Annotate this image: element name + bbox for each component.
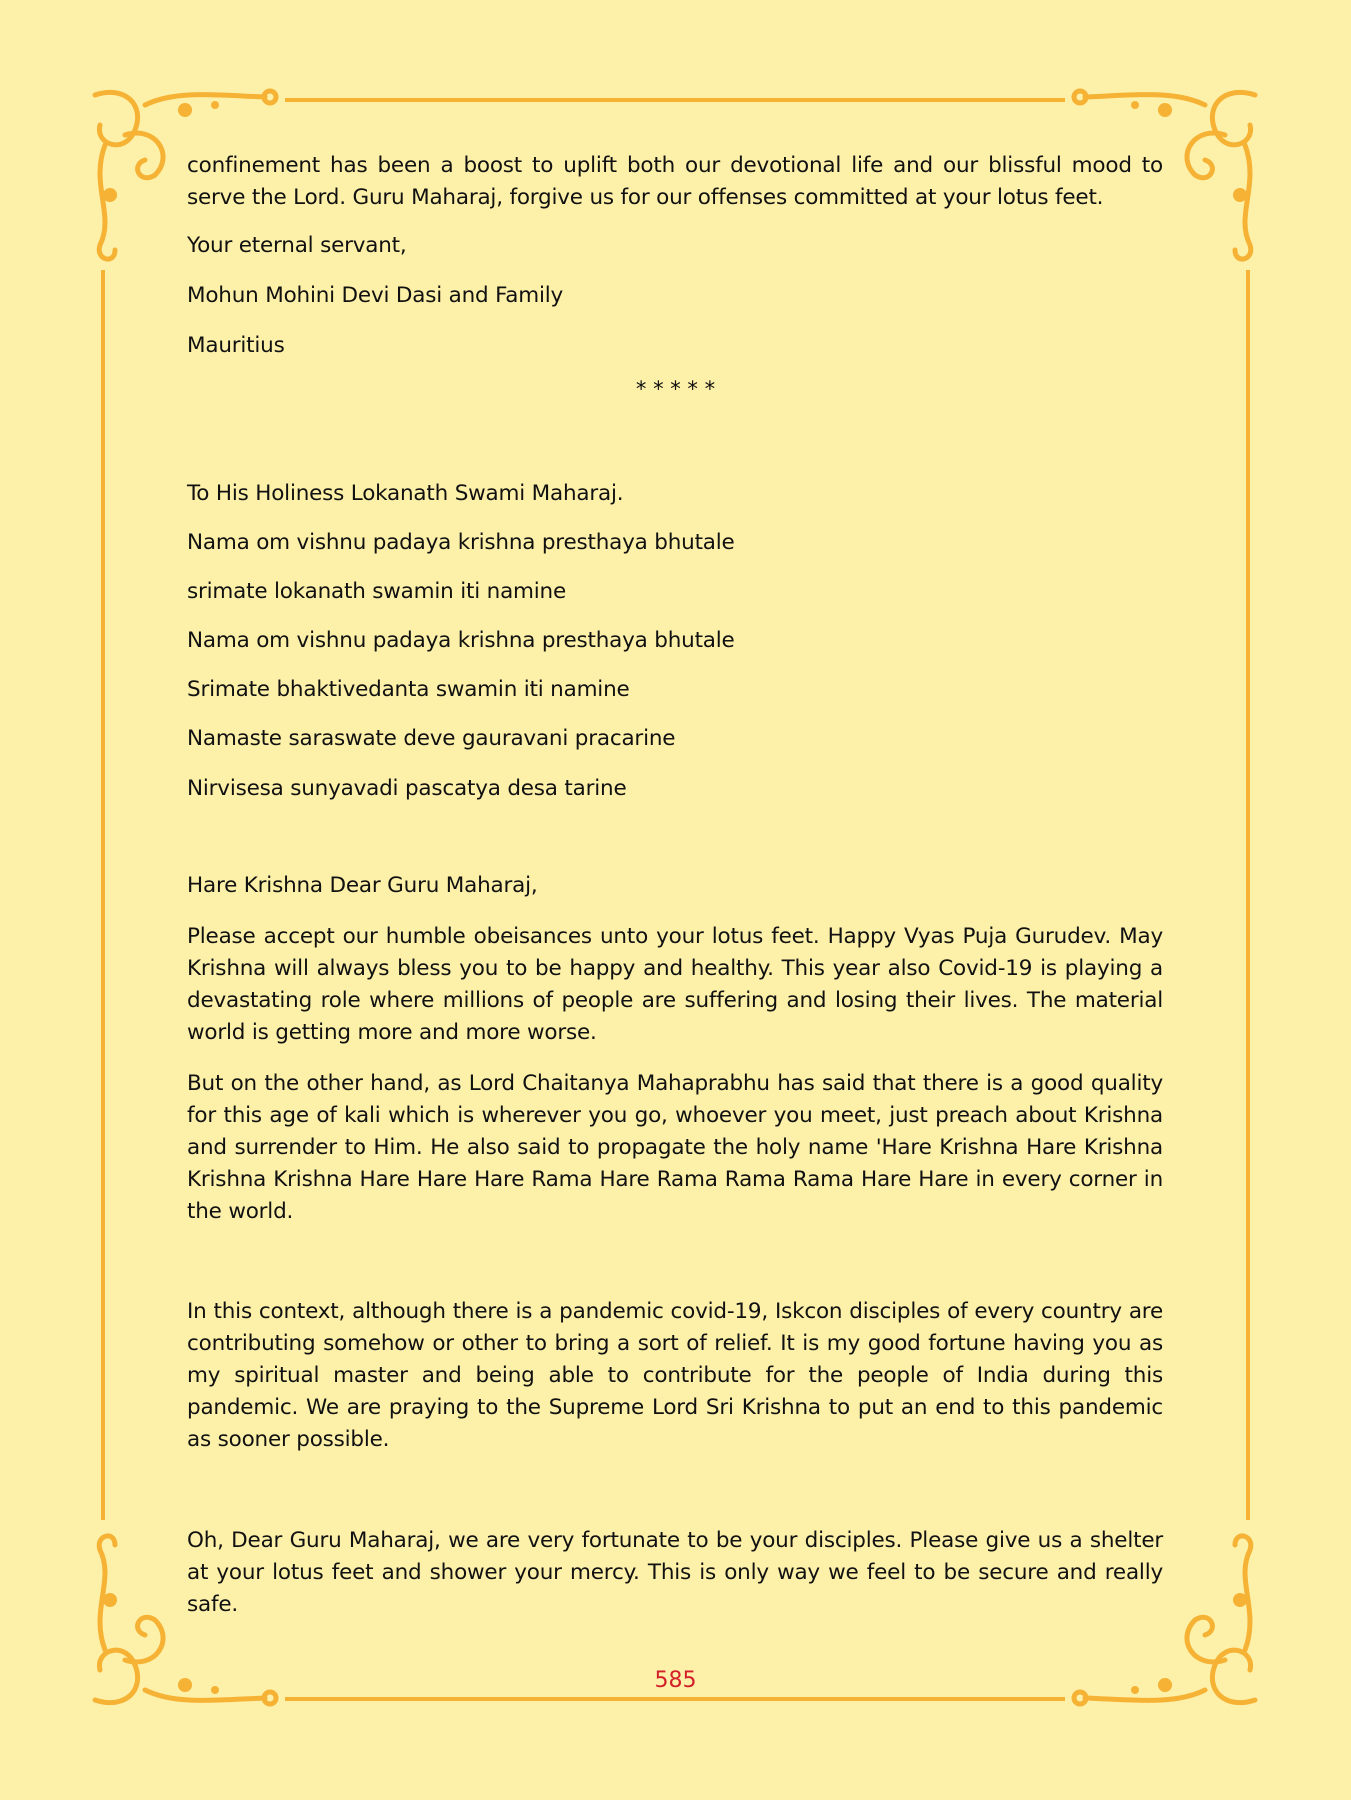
author-location: Mauritius	[187, 333, 285, 358]
page-number: 585	[654, 1668, 697, 1693]
signoff: Your eternal servant,	[187, 233, 407, 258]
border-left	[101, 270, 105, 1520]
body-paragraph: In this context, although there is a pandemic covid-19, Iskcon disciples of every country are contributing somehow or other to bring a sort of relief. It is my good fortune having you as my spiritual master and being able to contribute for the people of India during this pandemic. We are praying to the Supreme Lord Sri Krishna to put an end to this pandemic as sooner possible.	[187, 1299, 1163, 1452]
prayer-line: Namaste saraswate deve gauravani pracarine	[187, 726, 676, 751]
prayer-line: Srimate bhaktivedanta swamin iti namine	[187, 677, 630, 702]
closing-paragraph: confinement has been a boost to uplift both our devotional life and our blissful mood to serve the Lord. Guru Maharaj, forgive us for our offenses committed at your lotus feet.	[187, 153, 1163, 210]
address-line: To His Holiness Lokanath Swami Maharaj.	[187, 481, 624, 506]
prayer-line: Nama om vishnu padaya krishna presthaya bhutale	[187, 530, 735, 555]
border-top	[285, 98, 1065, 102]
body-paragraph: Please accept our humble obeisances unto your lotus feet. Happy Vyas Puja Gurudev. May Krishna will always bless you to be happy and healthy. This year also Covid-19 is playing a devastating role where millions of people are suffering and losing their lives. The material world is getting more and more worse.	[187, 924, 1163, 1045]
prayer-line: srimate lokanath swamin iti namine	[187, 579, 567, 604]
greeting: Hare Krishna Dear Guru Maharaj,	[187, 873, 538, 898]
border-bottom	[285, 1697, 1065, 1701]
prayer-line: Nirvisesa sunyavadi pascatya desa tarine	[187, 776, 627, 801]
body-paragraph: But on the other hand, as Lord Chaitanya Mahaprabhu has said that there is a good quality for this age of kali which is wherever you go, whoever you meet, just preach about Krishna and surrender to Him. He also said to propagate the holy name 'Hare Krishna Hare Krishna Krishna Krishna Hare Hare Hare Rama Hare Rama Rama Rama Hare Hare in every corner in the world.	[187, 1071, 1163, 1224]
section-separator: * * * * *	[635, 377, 716, 401]
prayer-line: Nama om vishnu padaya krishna presthaya bhutale	[187, 628, 735, 653]
body-paragraph: Oh, Dear Guru Maharaj, we are very fortunate to be your disciples. Please give us a shelter at your lotus feet and shower your mercy. This is only way we feel to be secure and really safe.	[187, 1528, 1163, 1617]
border-right	[1246, 270, 1250, 1520]
author-name: Mohun Mohini Devi Dasi and Family	[187, 283, 564, 308]
